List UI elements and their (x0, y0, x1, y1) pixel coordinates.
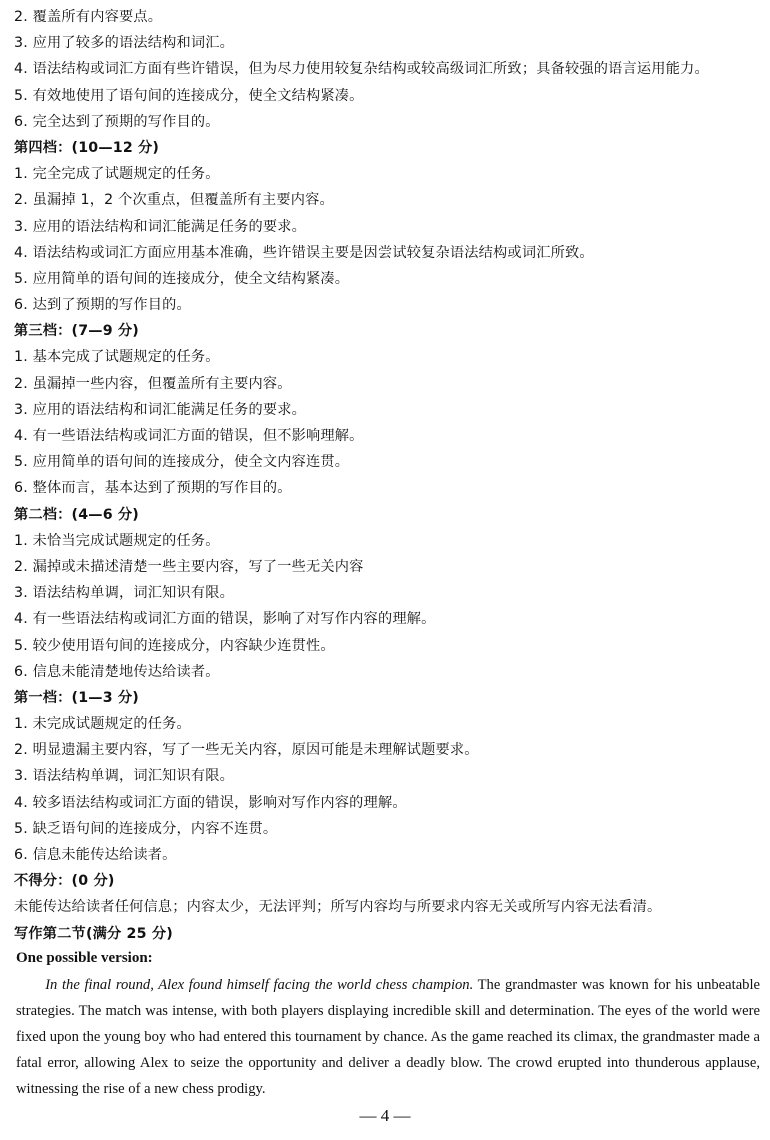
criteria-item: 4. 有一些语法结构或词汇方面的错误，但不影响理解。 (14, 428, 364, 444)
criteria-item: 未能传达给读者任何信息；内容太少，无法评判；所写内容均与所要求内容无关或所写内容无法看清。 (14, 899, 662, 916)
criteria-item: 4. 有一些语法结构或词汇方面的错误，影响了对写作内容的理解。 (14, 611, 436, 628)
criteria-item: 5. 有效地使用了语句间的连接成分，使全文结构紧凑。 (14, 87, 364, 104)
page-number: — 4 — (359, 1106, 411, 1125)
criteria-item: 4. 语法结构或词汇方面应用基本准确，些许错误主要是因尝试较复杂语法结构或词汇所致。 (14, 244, 594, 261)
section-heading: 写作第二节(满分 25 分) (14, 925, 173, 942)
essay-italic-lead: In the final round, Alex found himself facing the world chess champion. (45, 977, 474, 993)
section-heading: 第三档：(7—9 分) (14, 323, 139, 340)
criteria-item: 3. 语法结构单调，词汇知识有限。 (14, 585, 235, 602)
essay-title: One possible version: (16, 950, 153, 966)
criteria-item: 4. 语法结构或词汇方面有些许错误，但为尽力使用较复杂结构或较高级词汇所致；具备较强的语言运用能力。 (14, 61, 709, 78)
section-heading: 第四档：(10—12 分) (14, 139, 160, 156)
criteria-item: 2. 虽漏掉 1，2 个次重点，但覆盖所有主要内容。 (14, 192, 334, 209)
criteria-item: 1. 完全完成了试题规定的任务。 (14, 166, 220, 183)
criteria-item: 3. 应用了较多的语法结构和词汇。 (14, 35, 235, 52)
criteria-item: 3. 应用的语法结构和词汇能满足任务的要求。 (14, 401, 307, 418)
criteria-item: 5. 应用简单的语句间的连接成分，使全文内容连贯。 (14, 454, 350, 471)
criteria-item: 1. 未恰当完成试题规定的任务。 (14, 532, 220, 549)
criteria-item: 2. 漏掉或未描述清楚一些主要内容，写了一些无关内容 (14, 558, 364, 575)
criteria-item: 5. 缺乏语句间的连接成分，内容不连贯。 (14, 820, 278, 837)
criteria-item: 2. 明显遗漏主要内容，写了一些无关内容，原因可能是未理解试题要求。 (14, 742, 479, 759)
criteria-item: 1. 未完成试题规定的任务。 (14, 716, 191, 733)
sample-essay (16, 972, 760, 1102)
criteria-item: 6. 达到了预期的写作目的。 (14, 297, 191, 314)
section-heading: 第二档：(4—6 分) (14, 506, 139, 523)
criteria-item: 3. 应用的语法结构和词汇能满足任务的要求。 (14, 218, 307, 235)
criteria-item: 6. 整体而言，基本达到了预期的写作目的。 (14, 480, 292, 497)
criteria-item: 3. 语法结构单调，词汇知识有限。 (14, 768, 235, 785)
criteria-item: 1. 基本完成了试题规定的任务。 (14, 349, 220, 366)
criteria-item: 4. 较多语法结构或词汇方面的错误，影响对写作内容的理解。 (14, 794, 407, 811)
criteria-item: 6. 信息未能传达给读者。 (14, 847, 177, 863)
criteria-item: 2. 虽漏掉一些内容，但覆盖所有主要内容。 (14, 375, 292, 392)
scoring-criteria (14, 4, 764, 947)
criteria-item: 5. 较少使用语句间的连接成分，内容缺少连贯性。 (14, 637, 335, 654)
section-heading: 第一档：(1—3 分) (14, 689, 139, 706)
criteria-item: 6. 完全达到了预期的写作目的。 (14, 113, 220, 130)
section-heading: 不得分：(0 分) (14, 873, 115, 890)
criteria-item: 5. 应用简单的语句间的连接成分，使全文结构紧凑。 (14, 270, 350, 287)
essay-body: The grandmaster was known for his unbeatable strategies. The match was intense, with both players displaying incredible skill and determination. The eyes of the world were fixed upon the young boy who had entered this tournament by chance. As the game reached its climax, the grandmaster made a fatal error, allowing Alex to seize the opportunity and deliver a deadly blow. The crowd erupted into thunderous applause, witnessing the rise of a new chess prodigy. (16, 977, 760, 1097)
criteria-item: 6. 信息未能清楚地传达给读者。 (14, 663, 220, 680)
criteria-item: 2. 覆盖所有内容要点。 (14, 9, 163, 25)
